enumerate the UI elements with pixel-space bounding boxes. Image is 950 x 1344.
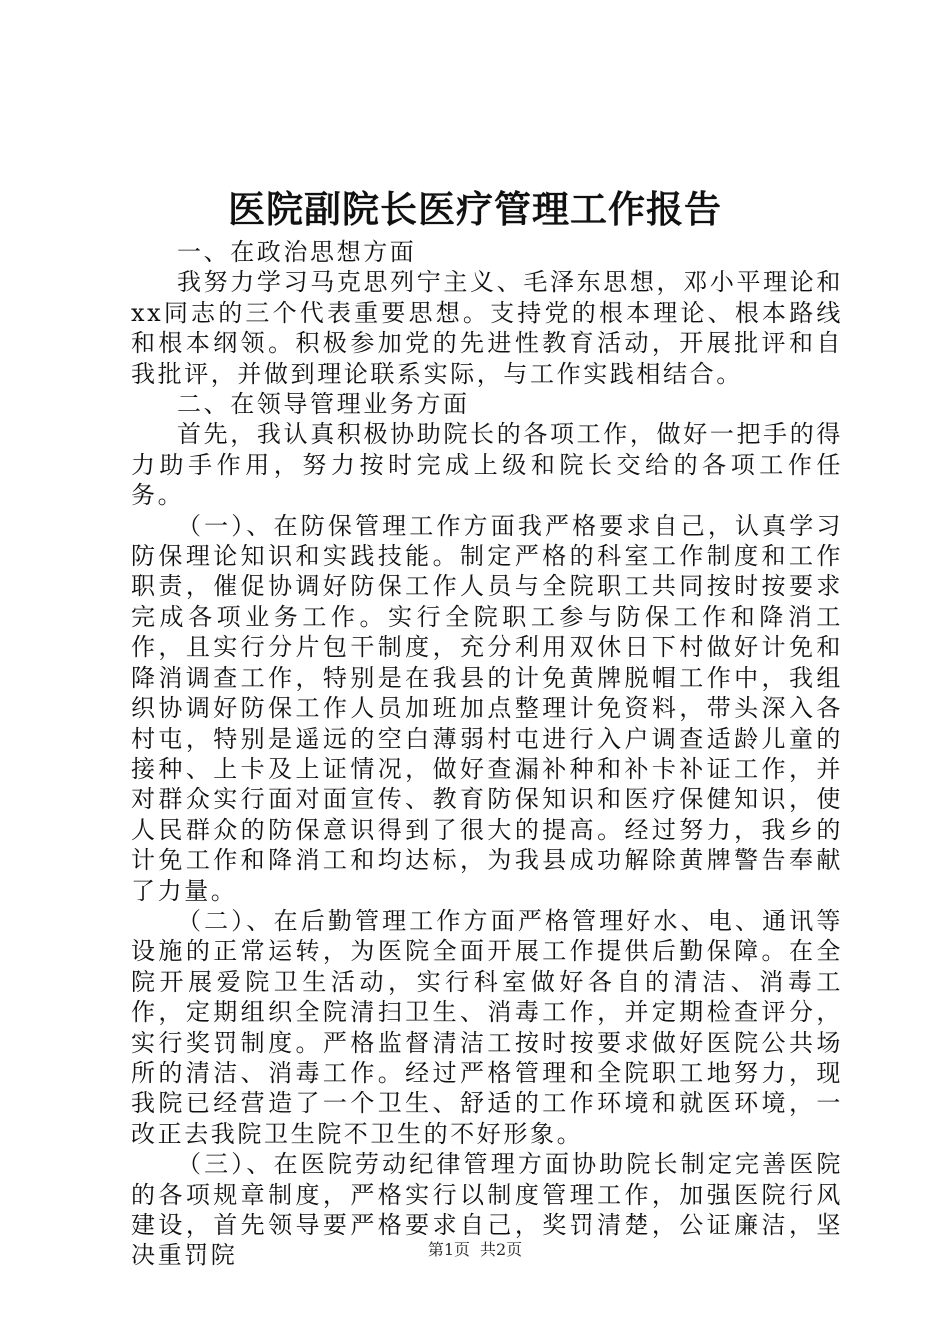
page-footer xyxy=(0,1239,950,1261)
paragraph-prevention-management: （一）、在防保管理工作方面我严格要求自己，认真学习防保理论知识和实践技能。制定严格的科室工作制度和工作职责，催促协调好防保工作人员与全院职工共同按时按要求完成各项业务工作。实行全院职工参与防保工作和降消工作，且实行分片包干制度，充分利用双休日下村做好计免和降消调查工作，特别是在我县的计免黄牌脱帽工作中，我组织协调好防保工作人员加班加点整理计免资料，带头深入各村屯，特别是遥远的空白薄弱村屯进行入户调查适龄儿童的接种、上卡及上证情况，做好查漏补种和补卡补证工作，并对群众实行面对面宣传、教育防保知识和医疗保健知识，使人民群众的防保意识得到了很大的提高。经过努力，我乡的计免工作和降消工和均达标，为我县成功解除黄牌警告奉献了力量。 xyxy=(131,511,843,905)
section-heading-management: 二、在领导管理业务方面 xyxy=(177,390,470,419)
page-number-total: 共2页 xyxy=(480,1240,523,1259)
page-number-current: 第1页 xyxy=(427,1240,470,1259)
document-title: 医院副院长医疗管理工作报告 xyxy=(228,187,722,231)
document-body xyxy=(131,237,843,1271)
paragraph-politics: 我努力学习马克思列宁主义、毛泽东思想，邓小平理论和xx同志的三个代表重要思想。支持党的根本理论、根本路线和根本纲领。积极参加党的先进性教育活动，开展批评和自我批评，并做到理论联系实际，与工作实践相结合。 xyxy=(131,268,843,388)
section-heading-politics: 一、在政治思想方面 xyxy=(177,238,417,266)
paragraph-logistics-management: （二）、在后勤管理工作方面严格管理好水、电、通讯等设施的正常运转，为医院全面开展工作提供后勤保障。在全院开展爱院卫生活动，实行科室做好各自的清洁、消毒工作，定期组织全院清扫卫生、消毒工作，并定期检查评分，实行奖罚制度。严格监督清洁工按时按要求做好医院公共场所的清洁、消毒工作。经过严格管理和全院职工地努力，现我院已经营造了一个卫生、舒适的工作环境和就医环境，一改正去我院卫生院不卫生的不好形象。 xyxy=(131,906,843,1148)
paragraph-assist-director: 首先，我认真积极协助院长的各项工作，做好一把手的得力助手作用，努力按时完成上级和院长交给的各项工作任务。 xyxy=(131,420,843,510)
paragraph-discipline-management: （三）、在医院劳动纪律管理方面协助院长制定完善医院的各项规章制度，严格实行以制度管理工作，加强医院行风建设，首先领导要严格要求自己，奖罚清楚，公证廉洁，坚决重罚院 xyxy=(131,1150,843,1270)
